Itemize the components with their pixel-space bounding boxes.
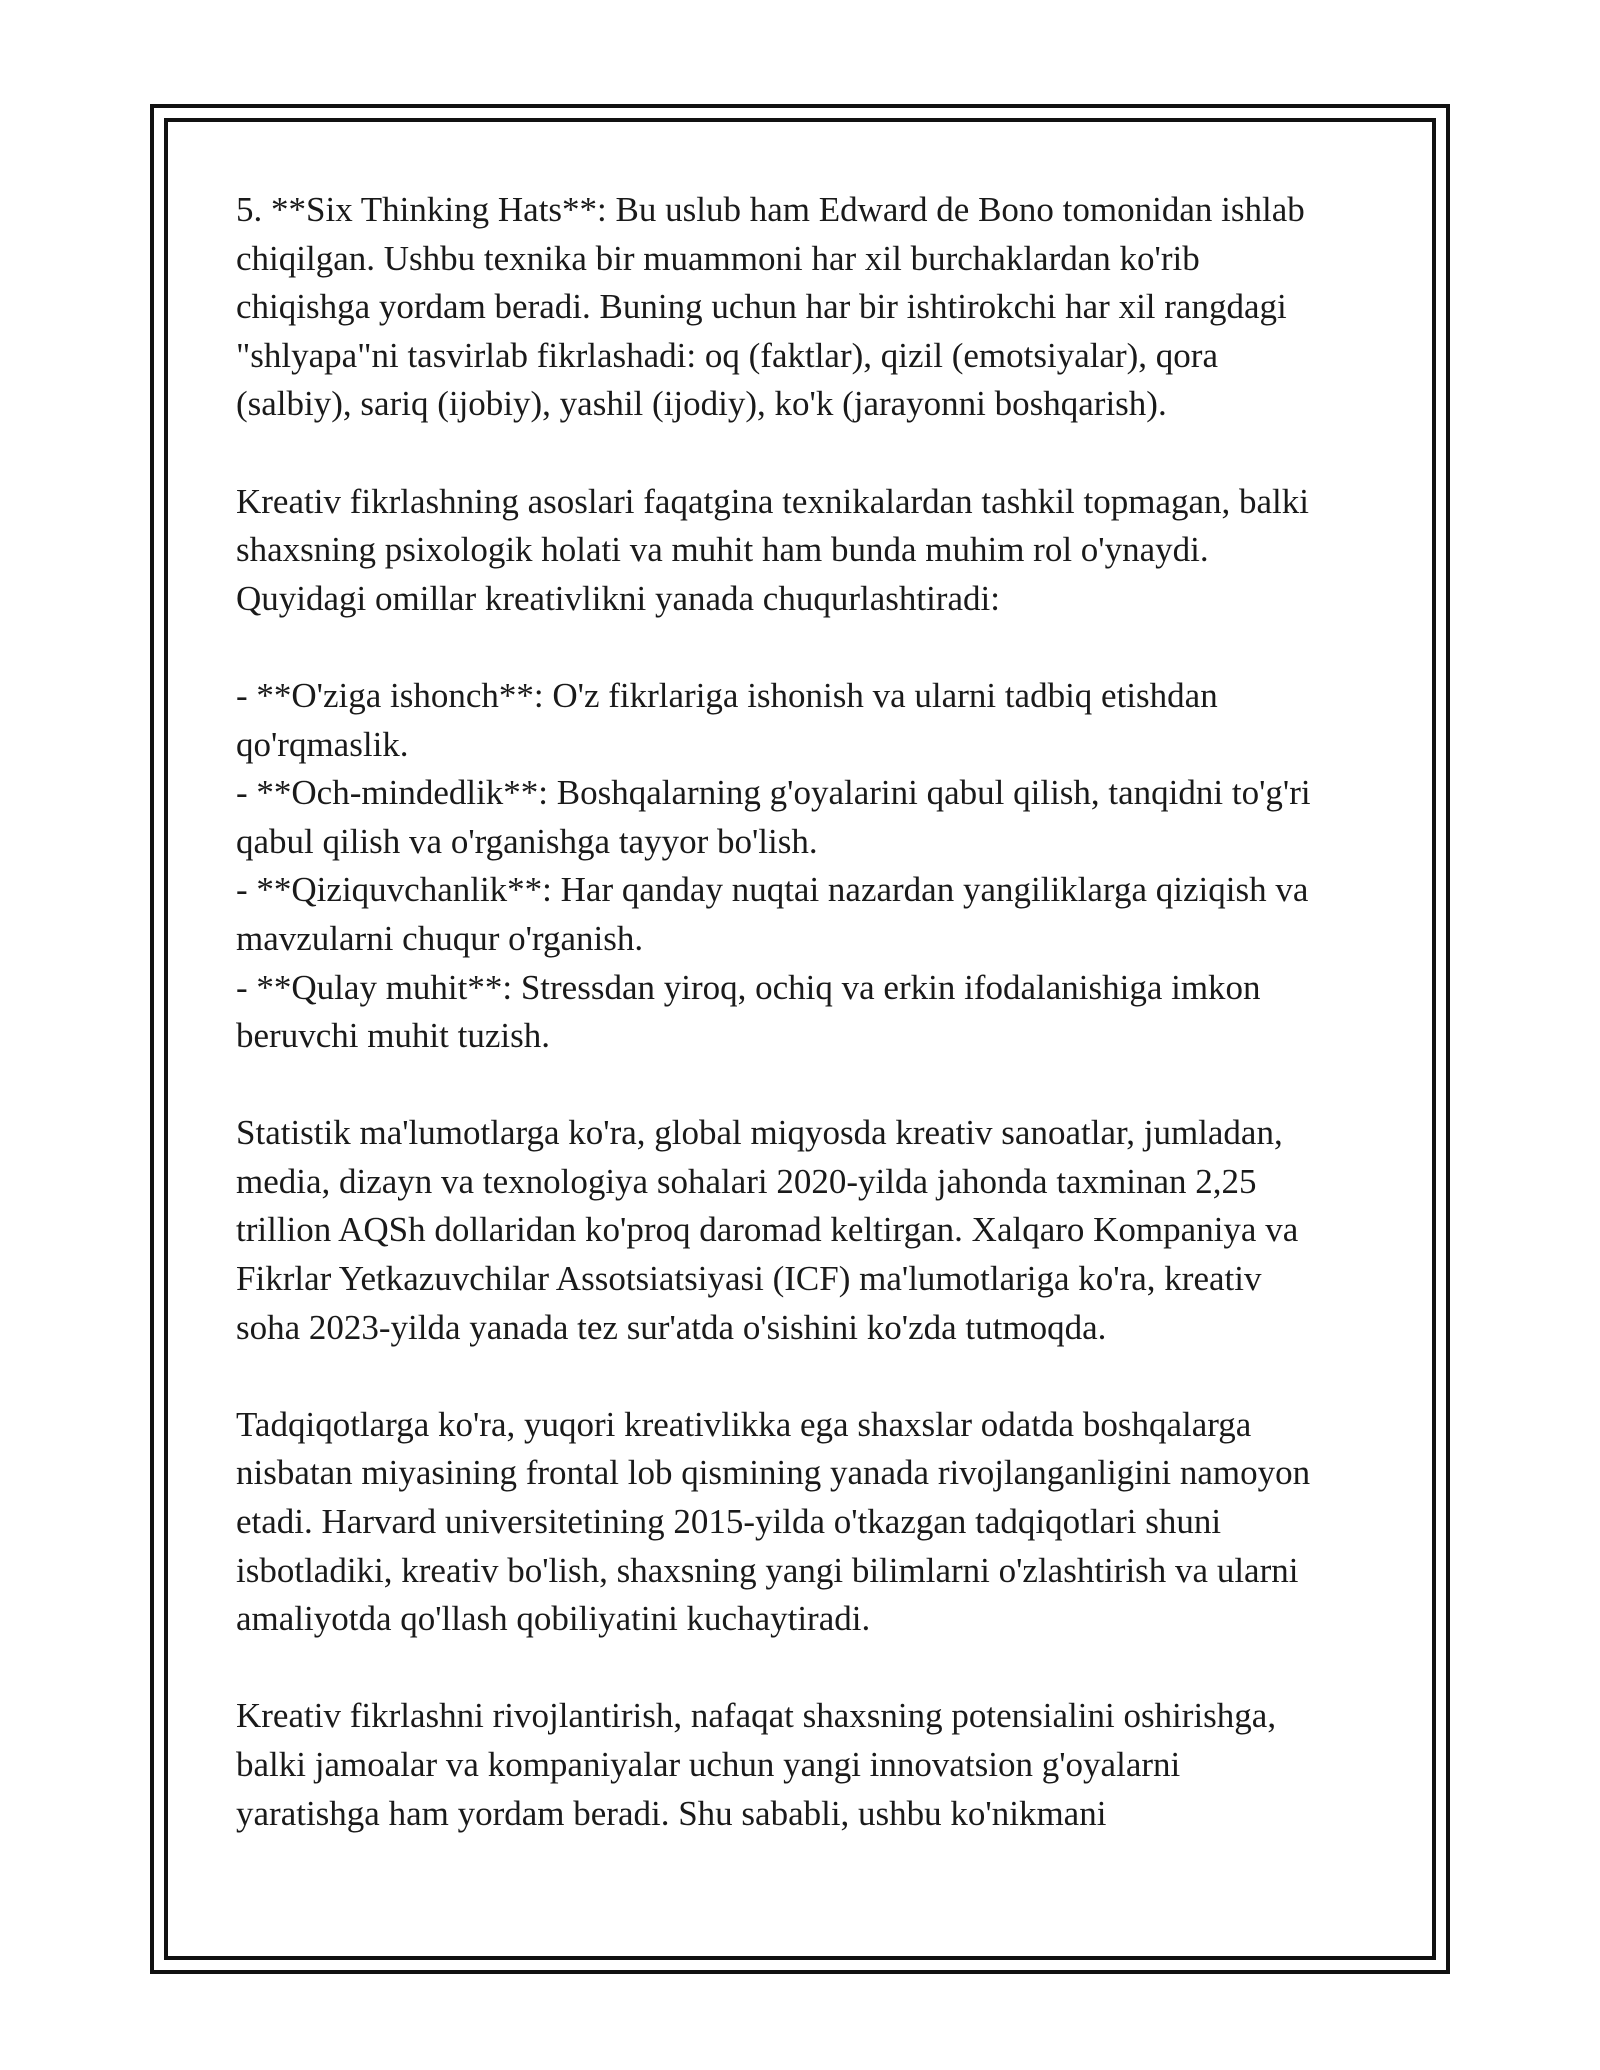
paragraph-six-thinking-hats xyxy=(236,186,1376,429)
text-line: - **Och-mindedlik**: Boshqalarning g'oyalarini qabul qilish, tanqidni to'g'ri xyxy=(236,773,1311,813)
text-line: trillion AQSh dollaridan ko'proq daromad keltirgan. Xalqaro Kompaniya va xyxy=(236,1210,1299,1250)
text-line: Kreativ fikrlashning asoslari faqatgina texnikalardan tashkil topmagan, balki xyxy=(236,481,1310,521)
text-line: mavzularni chuqur o'rganish. xyxy=(236,918,644,958)
list-item xyxy=(236,769,1376,866)
text-line: "shlyapa"ni tasvirlab fikrlashadi: oq (faktlar), qizil (emotsiyalar), qora xyxy=(236,335,1218,375)
paragraph-conclusion xyxy=(236,1692,1376,1838)
text-line: (salbiy), sariq (ijobiy), yashil (ijodiy), ko'k (jarayonni boshqarish). xyxy=(236,384,1167,424)
text-line: nisbatan miyasining frontal lob qismining yanada rivojlanganligini namoyon xyxy=(236,1453,1311,1493)
text-line: chiqishga yordam beradi. Buning uchun har bir ishtirokchi har xil rangdagi xyxy=(236,287,1287,327)
text-line: yaratishga ham yordam beradi. Shu sababli, ushbu ko'nikmani xyxy=(236,1793,1107,1833)
text-line: isbotladiki, kreativ bo'lish, shaxsning yangi bilimlarni o'zlashtirish va ularni xyxy=(236,1550,1299,1590)
text-line: Statistik ma'lumotlarga ko'ra, global miqyosda kreativ sanoatlar, jumladan, xyxy=(236,1113,1283,1153)
list-item xyxy=(236,672,1376,769)
text-line: soha 2023-yilda yanada tez sur'atda o'sishini ko'zda tutmoqda. xyxy=(236,1307,1107,1347)
text-line: qabul qilish va o'rganishga tayyor bo'lish. xyxy=(236,821,818,861)
text-line: media, dizayn va texnologiya sohalari 2020-yilda jahonda taxminan 2,25 xyxy=(236,1161,1257,1201)
text-line: etadi. Harvard universitetining 2015-yilda o'tkazgan tadqiqotlari shuni xyxy=(236,1502,1222,1542)
text-line: qo'rqmaslik. xyxy=(236,724,409,764)
text-line: amaliyotda qo'llash qobiliyatini kuchaytiradi. xyxy=(236,1599,871,1639)
document-body xyxy=(236,186,1376,1887)
text-line: Quyidagi omillar kreativlikni yanada chuqurlashtiradi: xyxy=(236,578,1000,618)
text-line: Tadqiqotlarga ko'ra, yuqori kreativlikka ega shaxslar odatda boshqalarga xyxy=(236,1404,1252,1444)
text-line: beruvchi muhit tuzish. xyxy=(236,1016,550,1056)
text-line: - **Qiziquvchanlik**: Har qanday nuqtai nazardan yangiliklarga qiziqish va xyxy=(236,870,1309,910)
text-line: chiqilgan. Ushbu texnika bir muammoni har xil burchaklardan ko'rib xyxy=(236,238,1200,278)
paragraph-research xyxy=(236,1401,1376,1644)
factor-list xyxy=(236,672,1376,1061)
list-item xyxy=(236,964,1376,1061)
paragraph-statistics xyxy=(236,1109,1376,1352)
text-line: - **O'ziga ishonch**: O'z fikrlariga ishonish va ularni tadbiq etishdan xyxy=(236,675,1218,715)
text-line: shaxsning psixologik holati va muhit ham bunda muhim rol o'ynaydi. xyxy=(236,530,1209,570)
text-line: 5. **Six Thinking Hats**: Bu uslub ham Edward de Bono tomonidan ishlab xyxy=(236,190,1305,229)
text-line: Kreativ fikrlashni rivojlantirish, nafaqat shaxsning potensialini oshirishga, xyxy=(236,1696,1277,1736)
paragraph-intro-factors xyxy=(236,478,1376,624)
text-line: balki jamoalar va kompaniyalar uchun yangi innovatsion g'oyalarni xyxy=(236,1745,1181,1784)
list-item xyxy=(236,866,1376,963)
text-line: - **Qulay muhit**: Stressdan yiroq, ochiq va erkin ifodalanishiga imkon xyxy=(236,967,1261,1007)
text-line: Fikrlar Yetkazuvchilar Assotsiatsiyasi (ICF) ma'lumotlariga ko'ra, kreativ xyxy=(236,1259,1262,1299)
